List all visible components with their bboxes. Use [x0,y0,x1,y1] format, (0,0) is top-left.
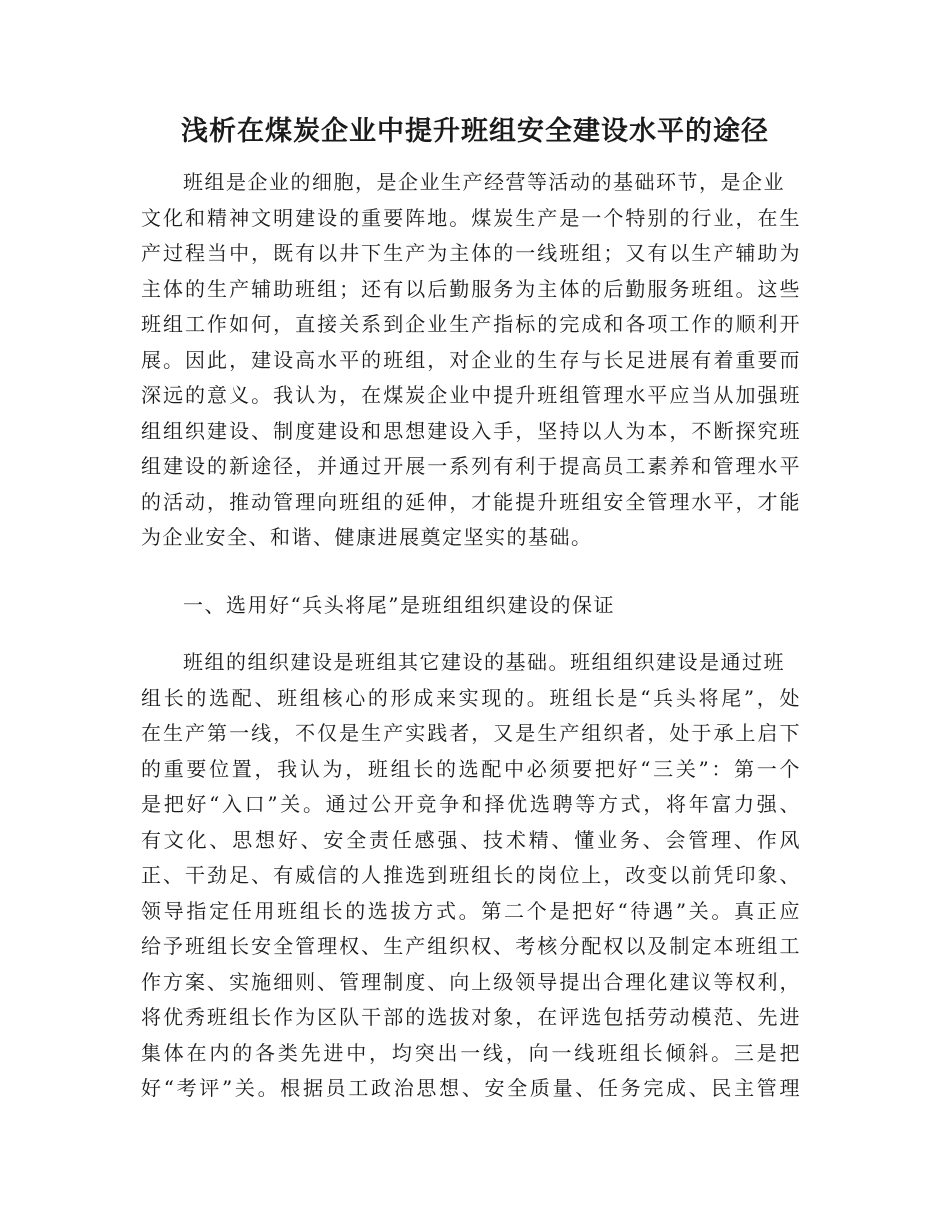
paragraph-line: 集体在内的各类先进中，均突出一线，向一线班组长倾斜。三是把 [141,1040,801,1065]
paragraph-line: 班组的组织建设是班组其它建设的基础。班组组织建设是通过班 [183,650,785,674]
paragraph-line: 展。因此，建设高水平的班组，对企业的生存与长足进展有着重要而 [141,347,801,372]
paragraph-line: 给予班组长安全管理权、生产组织权、考核分配权以及制定本班组工 [141,934,801,958]
paragraph-line: 班组工作如何，直接关系到企业生产指标的完成和各项工作的顺利开 [141,312,801,336]
paragraph-line: 有文化、思想好、安全责任感强、技术精、懂业务、会管理、作风 [141,827,801,852]
paragraph-line: 领导指定任用班组长的选拔方式。第二个是把好“待遇”关。真正应 [141,898,801,923]
paragraph-line: 深远的意义。我认为，在煤炭企业中提升班组管理水平应当从加强班 [141,383,801,407]
paragraph-line: 将优秀班组长作为区队干部的选拔对象，在评选包括劳动模范、先进 [141,1005,801,1029]
paragraph-line: 为企业安全、和谐、健康进展奠定坚实的基础。 [141,525,593,549]
paragraph-intro [141,165,801,556]
section-heading-text: 一、选用好“兵头将尾”是班组组织建设的保证 [183,593,615,617]
paragraph-line: 文化和精神文明建设的重要阵地。煤炭生产是一个特别的行业，在生 [141,205,801,230]
paragraph-line: 组建设的新途径，并通过开展一系列有利于提高员工素养和管理水平 [141,454,801,478]
paragraph-line: 的活动，推动管理向班组的延伸，才能提升班组安全管理水平，才能 [141,489,801,514]
document-title: 浅析在煤炭企业中提升班组安全建设水平的途径 [181,116,769,147]
paragraph-section-1 [141,645,801,1107]
paragraph-line: 的重要位置，我认为，班组长的选配中必须要把好“三关”：第一个 [141,756,801,781]
paragraph-line: 组长的选配、班组核心的形成来实现的。班组长是“兵头将尾”，处 [141,685,801,710]
paragraph-line: 主体的生产辅助班组；还有以后勤服务为主体的后勤服务班组。这些 [141,276,801,301]
paragraph-line: 正、干劲足、有威信的人推选到班组长的岗位上，改变以前凭印象、 [141,863,801,887]
paragraph-line: 产过程当中，既有以井下生产为主体的一线班组；又有以生产辅助为 [141,241,801,265]
paragraph-line: 班组是企业的细胞，是企业生产经营等活动的基础环节，是企业 [183,170,785,194]
paragraph-line: 组组织建设、制度建设和思想建设入手，坚持以人为本，不断探究班 [141,418,801,443]
section-heading [141,588,801,624]
paragraph-line: 在生产第一线，不仅是生产实践者，又是生产组织者，处于承上启下 [141,721,801,745]
paragraph-line: 作方案、实施细则、管理制度、向上级领导提出合理化建议等权利， [141,969,801,994]
paragraph-line: 好“考评”关。根据员工政治思想、安全质量、任务完成、民主管理 [141,1076,801,1100]
paragraph-line: 是把好“入口”关。通过公开竞争和择优选聘等方式，将年富力强、 [141,792,801,816]
